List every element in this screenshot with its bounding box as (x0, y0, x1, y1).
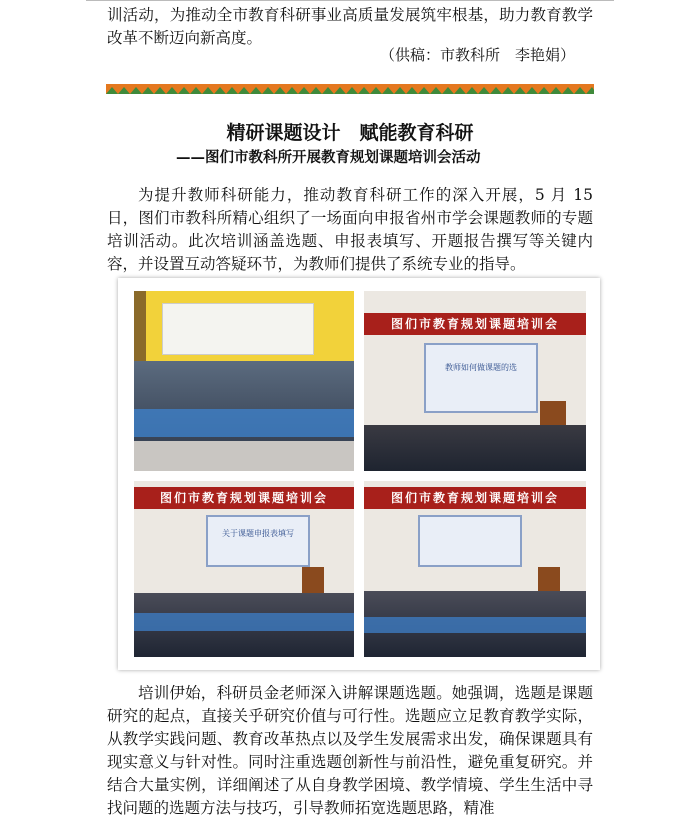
blue-chairs (364, 617, 586, 633)
blue-chairs (134, 409, 354, 437)
decorative-divider (106, 84, 594, 94)
article-paragraph-1: 为提升教师科研能力，推动教育科研工作的深入开展，5 月 15 日，图们市教科所精心组织了一场面向申报省州市学会课题教师的专题培训活动。此次培训涵盖选题、申报表填写、开题报告撰写等关键内容，并设置互动答疑环节，为教师们提供了系统专业的指导。 (107, 186, 593, 273)
intro-tail-paragraph: 训活动，为推动全市教育科研事业高质量发展筑牢根基，助力教育教学改革不断迈向新高度。 (107, 6, 593, 47)
audience-backs (364, 425, 586, 471)
photo-lecture-left (134, 481, 354, 657)
article-paragraph-2: 培训伊始，科研员金老师深入讲解课题选题。她强调，选题是课题研究的起点，直接关乎研究价值与可行性。选题应立足教育教学实际，从教学实践问题、教育改革热点以及学生发展需求出发，确保课题具有现实意义与针对性。同时注重选题创新性与前沿性，避免重复研究。并结合大量实例，详细阐述了从自身教学困境、教学情境、学生生活中寻找问题的选题方法与技巧，引导教师拓宽选题思路，精准 (107, 684, 593, 817)
photo-lecture-right (364, 481, 586, 657)
event-banner: 图们市教育规划课题培训会 (364, 487, 586, 509)
event-banner: 图们市教育规划课题培训会 (364, 313, 586, 335)
front-table (134, 441, 354, 471)
article-subtitle: ——图们市教科所开展教育规划课题培训会活动 (176, 149, 481, 166)
article-title: 精研课题设计 赋能教育科研 (226, 122, 474, 144)
photo-audience-front (134, 291, 354, 471)
credit-line: （供稿：市教科所 李艳娟） (380, 46, 576, 64)
photo-speaker-screen (364, 291, 586, 471)
photo-collage (118, 278, 600, 670)
top-rule (86, 0, 614, 1)
blue-chairs (134, 613, 354, 631)
projection-screen (206, 515, 310, 567)
projection-screen (424, 343, 538, 413)
projection-screen (418, 515, 522, 567)
wall-posters (162, 303, 314, 355)
event-banner: 图们市教育规划课题培训会 (134, 487, 354, 509)
screen-caption: 关于课题申报表填写 (222, 529, 294, 538)
screen-caption: 教师如何做课题的选 (445, 363, 517, 372)
